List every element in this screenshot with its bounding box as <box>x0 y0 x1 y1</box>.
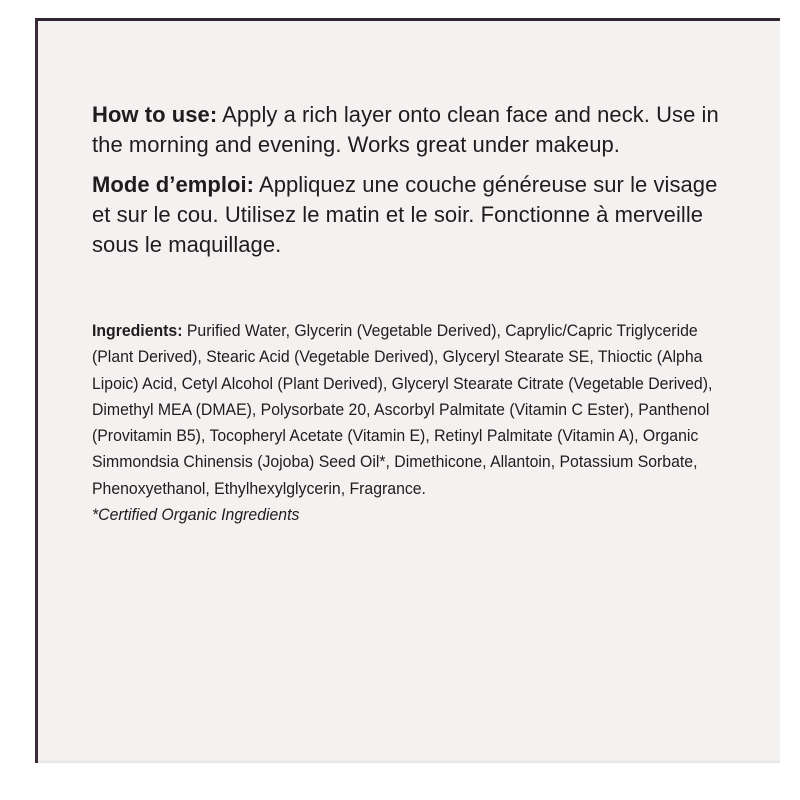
section-spacer <box>92 270 732 318</box>
mode-emploi-text: Appliquez une couche généreuse sur le visage et sur le cou. Utilisez le matin et le soir. Fonctionne à merveille sous le maquillage. <box>92 172 718 257</box>
ingredients-text: Purified Water, Glycerin (Vegetable Derived), Caprylic/Capric Triglyceride (Plant Derived), Stearic Acid (Vegetable Derived), Glyceryl Stearate SE, Thioctic (Alpha Lipoic) Acid, Cetyl Alcohol (Plant Derived), Glyceryl Stearate Citrate (Vegetable Derived), Dimethyl MEA (DMAE), Polysorbate 20, Ascorbyl Palmitate (Vitamin C Ester), Panthenol (Provitamin B5), Tocopheryl Acetate (Vitamin E), Retinyl Palmitate (Vitamin A), Organic Simmondsia Chinensis (Jojoba) Seed Oil*, Dimethicone, Allantoin, Potassium Sorbate, Phenoxyethanol, Ethylhexylglycerin, Fragrance. <box>92 321 713 498</box>
organic-footnote: *Certified Organic Ingredients <box>92 505 300 525</box>
ingredients-label: Ingredients: <box>92 321 183 340</box>
label-text-block <box>92 100 732 528</box>
ingredients-paragraph <box>92 318 734 502</box>
how-to-use-text: Apply a rich layer onto clean face and neck. Use in the morning and evening. Works great under makeup. <box>92 102 719 157</box>
mode-emploi-label: Mode d’emploi: <box>92 172 255 197</box>
background-top <box>0 0 800 18</box>
how-to-use-label: How to use: <box>92 102 218 127</box>
mode-emploi-paragraph <box>92 170 732 260</box>
how-to-use-paragraph <box>92 100 732 160</box>
